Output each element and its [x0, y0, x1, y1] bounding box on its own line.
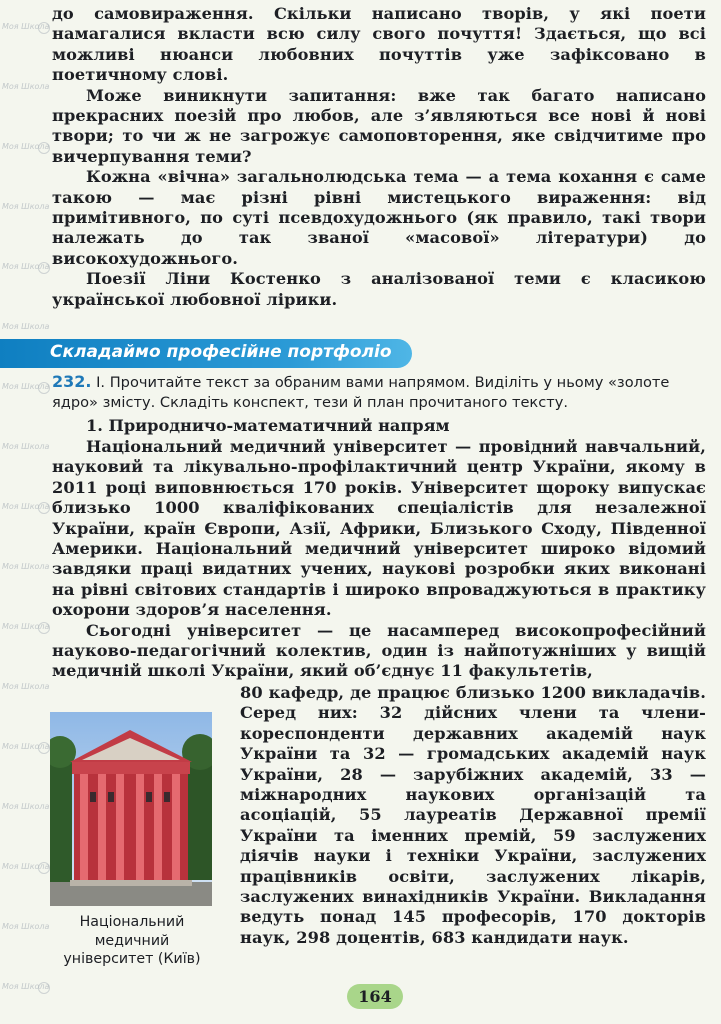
body-paragraph-2: Сьогодні університет — це насамперед високопрофесійний науково-педагогічний колектив, один із найпотужніших у вищій медичній школі України, який об’єднує 11 факультетів,: [52, 620, 706, 681]
watermark-label: Моя Школа: [2, 562, 50, 571]
watermark-circle-icon: [38, 502, 50, 514]
watermark-label: Моя Школа: [2, 142, 50, 151]
watermark-label: Моя Школа: [2, 22, 50, 31]
task-text: І. Прочитайте текст за обраним вами напрямом. Виділіть у ньому «золоте ядро» змісту. Складіть конспект, тези й план прочитаного тексту.: [52, 374, 670, 411]
paragraph-2: Може виникнути запитання: вже так багато написано прекрасних поезій про любов, але з’являються все нові й нові твори; то чи ж не загрожує самоповторення, яке свідчитиме про вичерпування теми?: [52, 85, 706, 166]
paragraph-3: Кожна «вічна» загальнолюдська тема — а тема кохання є саме такою — має різні рівні мистецького вираження: від примітивного, по суті псевдохудожнього (як правило, такі твори належать до так званої «масової» літератури) до високохудожнього.: [52, 167, 706, 268]
watermark-label: Моя Школа: [2, 442, 50, 451]
banner-title: Складаймо професійне портфоліо: [50, 342, 392, 362]
paragraph-4: Поезії Ліни Костенко з аналізованої теми є класикою української любовної лірики.: [52, 269, 706, 309]
body-paragraph-2-wrap: 80 кафедр, де працює близько 1200 викладачів. Серед них: 32 дійсних члени та члени-кореспонденти державних академій наук України та 32 — громадських академій наук України, 28 — зарубіжних академій, 33 — міжнародних наукових організацій та асоціацій, 55 лауреатів Державної премії України та іменних премій, 59 заслужених діячів науки і техніки України, заслужених працівників освіти, заслужених лікарів, заслужених винахідників України. Викладання ведуть понад 145 професорів, 170 докторів наук, 298 доцентів, 683 кандидати наук.: [240, 683, 706, 947]
watermark-circle-icon: [38, 22, 50, 34]
watermark-label: Моя Школа: [2, 82, 50, 91]
watermark-label: Моя Школа: [2, 502, 50, 511]
watermark-circle-icon: [38, 862, 50, 874]
watermark-label: Моя Школа: [2, 862, 50, 871]
portfolio-banner: [0, 339, 412, 368]
paragraph-1: до самовираження. Скільки написано творів, у які поети намагалися вкласти всю силу свого почуття! Здається, що всі можливі нюанси любовних почуттів уже зафіксовано в поетичному слові.: [52, 4, 706, 85]
watermark-label: Моя Школа: [2, 682, 50, 691]
watermark-label: Моя Школа: [2, 742, 50, 751]
watermark-label: Моя Школа: [2, 922, 50, 931]
caption-line-1: Національний: [79, 914, 185, 930]
watermark-circle-icon: [38, 262, 50, 274]
watermark-circle-icon: [38, 622, 50, 634]
page-number: 164: [347, 984, 403, 1009]
building-illustration: [50, 712, 212, 906]
caption-line-2: медичний: [94, 932, 170, 949]
watermark-label: Моя Школа: [2, 322, 50, 331]
university-photo: [50, 712, 212, 906]
photo-caption: [46, 913, 218, 969]
body-paragraph-1: Національний медичний університет — провідний навчальний, науковий та лікувально-профілактичний центр України, якому в 2011 році виповнюється 170 років. Університет щороку випускає близько 1000 кваліфікованих спеціалістів для незалежної України, країн Європи, Азії, Африки, Близького Сходу, Південної Америки. Національний медичний університет широко відомий завдяки праці видатних учених, наукові розробки яких виконані на рівні світових стандартів і широко впроваджуються в практику охорони здоров’я населення.: [52, 437, 706, 620]
watermark-label: Моя Школа: [2, 802, 50, 811]
watermark-label: Моя Школа: [2, 202, 50, 211]
watermark-label: Моя Школа: [2, 982, 50, 991]
watermark-label: Моя Школа: [2, 622, 50, 631]
intro-text: [52, 4, 706, 310]
university-text: [52, 437, 706, 682]
watermark-circle-icon: [38, 742, 50, 754]
watermark-circle-icon: [38, 982, 50, 994]
task-number: 232.: [52, 372, 92, 391]
section-heading: 1. Природничо-математичний напрям: [86, 416, 450, 435]
caption-line-3: університет (Київ): [63, 951, 201, 967]
watermark-circle-icon: [38, 142, 50, 154]
watermark-label: Моя Школа: [2, 382, 50, 391]
wrap-text: [240, 683, 706, 948]
watermark-label: Моя Школа: [2, 262, 50, 271]
task-232: [52, 372, 706, 413]
watermark-circle-icon: [38, 382, 50, 394]
